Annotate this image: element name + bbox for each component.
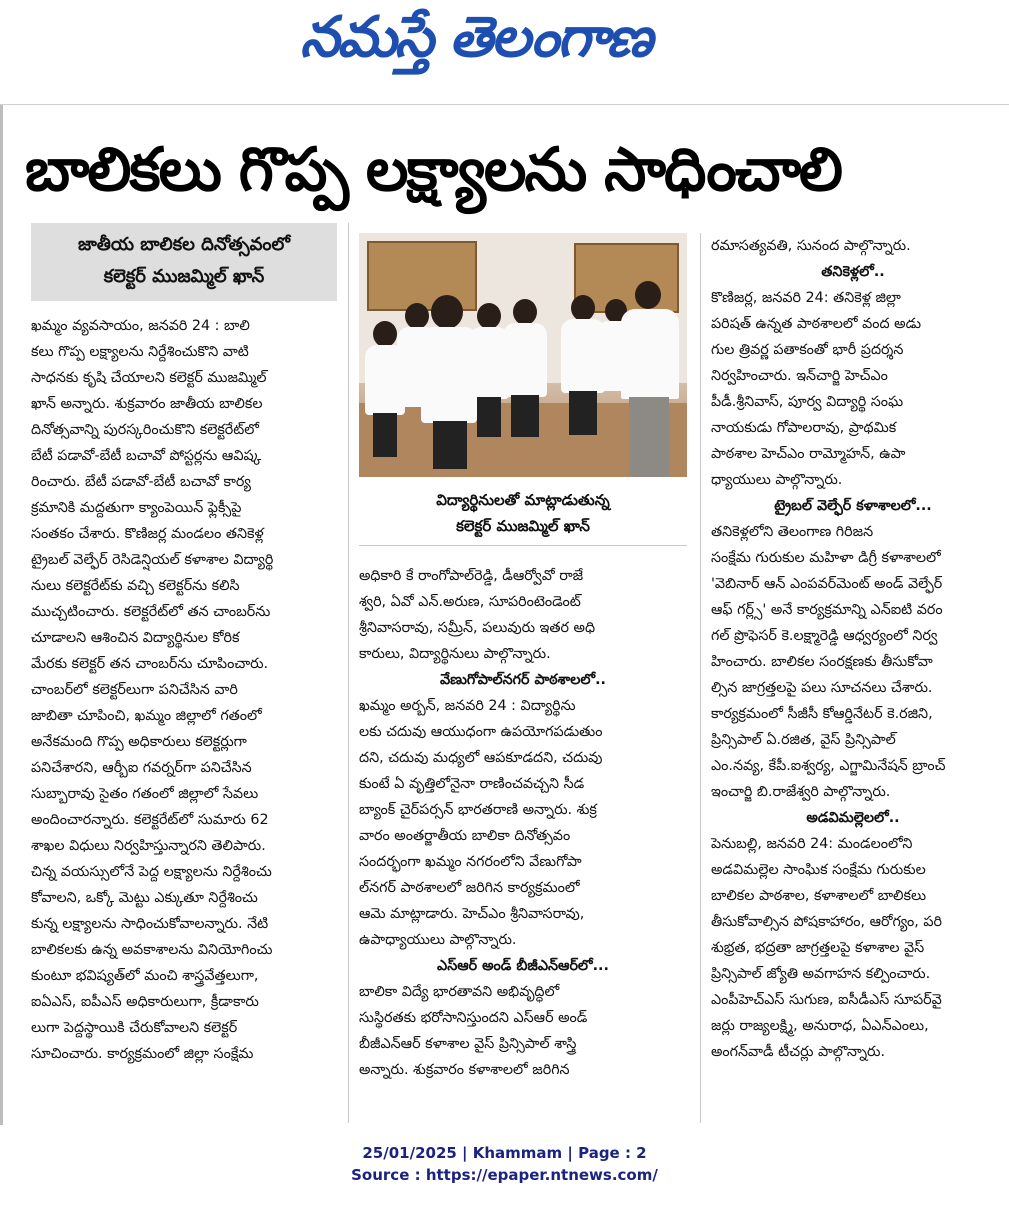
body-line: అందించారన్నారు. కలెక్టరేట్‌లో సుమారు 62 [31, 812, 269, 828]
photo-student-head [477, 303, 501, 329]
body-line: హించారు. బాలికల సంరక్షణకు తీసుకోవా [711, 654, 933, 670]
body-line: చాంబర్‌లో కలెక్టర్‌లుగా పనిచేసిన వారి [31, 682, 238, 698]
body-line: ఇంచార్జి బి.రాజేశ్వరి పాల్గొన్నారు. [711, 784, 891, 800]
body-line: బ్యాంక్ చైర్‌పర్సన్ భారతరాణి అన్నారు. శుక్ర [359, 802, 597, 818]
body-line: కారులు, విద్యార్థినులు పాల్గొన్నారు. [359, 646, 551, 662]
body-line: అడవిమల్లెల సాంఘిక సంక్షేమ గురుకుల [711, 862, 926, 878]
article [0, 105, 1009, 1125]
photo-caption [359, 487, 687, 539]
body-line: ఖమ్మం అర్బన్, జనవరి 24 : విద్యార్థిను [359, 698, 576, 714]
photo-honour-board-left [367, 241, 477, 311]
body-line: పీడీ.శ్రీనివాస్, పూర్వ విద్యార్థి సంఘ [711, 394, 904, 410]
photo-student-pants [511, 395, 539, 437]
body-line: ట్రైబల్ వెల్ఫేర్ రెసిడెన్షియల్ కళాశాల విద్యార్థి [31, 552, 274, 568]
body-line: కోవాలని, ఒక్కో మెట్టు ఎక్కుతూ నిర్దేశించు [31, 890, 258, 906]
body-line: దినోత్సవాన్ని పురస్కరించుకొని కలెక్టరేట్‌లో [31, 422, 260, 438]
body-line: ఎంపీహెచ్ఎస్ సుగుణ, ఐసీడీఎస్ సూపర్‌వై [711, 992, 942, 1008]
subhead-line-1: జాతీయ బాలికల దినోత్సవంలో [77, 234, 291, 255]
section-heading: అడవిమల్లెలలో.. [806, 810, 900, 826]
page-footer [0, 1142, 1009, 1186]
body-line: లుగా పెద్దస్థాయికి చేరుకోవాలని కలెక్టర్ [31, 1020, 238, 1036]
body-line: అంగన్‌వాడీ టీచర్లు పాల్గొన్నారు. [711, 1044, 885, 1060]
body-line: ఐఏఎస్, ఐపీఎస్ అధికారులుగా, క్రీడాకారు [31, 994, 259, 1010]
body-line: శాఖల విధులు నిర్వహిస్తున్నారని తెలిపారు. [31, 838, 266, 854]
body-line: కలు గొప్ప లక్ష్యాలను నిర్దేశించుకొని వాటి [31, 344, 249, 360]
footer-date-edition: 25/01/2025 | Khammam | Page : 2 [362, 1144, 647, 1162]
caption-line-2: కలెక్టర్ ముజమ్మిల్ ఖాన్ [456, 517, 590, 535]
body-line: అనేకమంది గొప్ప అధికారులు కలెక్టర్లుగా [31, 734, 247, 750]
section-heading: తనికెళ్లలో.. [821, 264, 885, 280]
body-line: మేరకు కలెక్టర్ తన చాంబర్‌ను చూపించారు. [31, 656, 269, 672]
body-line: కుంటే ఏ వృత్తిలోనైనా రాణించవచ్చని సీడ [359, 776, 585, 792]
body-line: ముచ్చటించారు. కలెక్టరేట్‌లో తన చాంబర్‌ను [31, 604, 271, 620]
body-line: సూచించారు. కార్యక్రమంలో జిల్లా సంక్షేమ [31, 1046, 254, 1062]
body-line: ఉపాధ్యాయులు పాల్గొన్నారు. [359, 932, 517, 948]
body-line: ఎం.నవ్య, కేపీ.ఐశ్వర్య, ఎగ్జామినేషన్ బ్రాంచ్ [711, 758, 946, 774]
photo-student-pants [569, 391, 597, 435]
body-line: చూడాలని ఆశించిన విద్యార్థినుల కోరిక [31, 630, 240, 646]
photo-student-pants [477, 397, 501, 437]
caption-divider [359, 545, 687, 546]
masthead [0, 0, 1009, 105]
photo-collector-head [635, 281, 661, 309]
body-line: సాధనకు కృషి చేయాలని కలెక్టర్ ముజమ్మిల్ [31, 370, 267, 386]
body-line: సుస్థిరతకు భరోసానిస్తుందని ఎస్ఆర్ అండ్ [359, 1010, 588, 1026]
column-1 [31, 313, 337, 1067]
body-line: అన్నారు. శుక్రవారం కళాశాలలో జరిగిన [359, 1062, 570, 1078]
body-line: గుల త్రివర్ణ పతాకంతో భారీ ప్రదర్శన [711, 342, 904, 358]
section-heading: ట్రైబల్ వెల్ఫేర్ కళాశాలలో... [774, 498, 932, 514]
body-line: సంతకం చేశారు. కొణిజర్ల మండలం తనికెళ్ల [31, 526, 264, 542]
body-line: నాయకుడు గోపాలరావు, ప్రాథమిక [711, 420, 897, 436]
body-line: క్రమానికి మద్దతుగా క్యాంపెయిన్ ఫ్లెక్సీపై [31, 500, 242, 516]
body-line: ఖమ్మం వ్యవసాయం, జనవరి 24 : బాలి [31, 318, 250, 334]
newspaper-logo: నమస్తే తెలంగాణ [300, 4, 651, 70]
body-line: రమాసత్యవతి, సునంద పాల్గొన్నారు. [711, 238, 911, 254]
body-line: ఆఫ్ గర్ల్స్' అనే కార్యక్రమాన్ని ఎన్ఐటి వరం [711, 602, 943, 618]
body-line: గల్ ప్రొఫెసర్ కె.లక్ష్మారెడ్డి ఆధ్వర్యంలో నిర్వ [711, 628, 938, 644]
body-line: జాబితా చూపించి, ఖమ్మం జిల్లాలో గతంలో [31, 708, 262, 724]
body-line: ల్సిన జాగ్రత్తలపై పలు సూచనలు చేశారు. [711, 680, 933, 696]
caption-line-1: విద్యార్థినులతో మాట్లాడుతున్న [436, 491, 610, 509]
body-line: పరిషత్ ఉన్నత పాఠశాలలో వంద అడు [711, 316, 922, 332]
subhead-box [31, 223, 337, 301]
photo-student-pants [433, 421, 467, 469]
photo-student [503, 323, 547, 397]
body-line: కున్న లక్ష్యాలను సాధించుకోవాలన్నారు. నేటి [31, 916, 269, 932]
body-line: బాలికలకు ఉన్న అవకాశాలను వినియోగించు [31, 942, 273, 958]
body-line: శ్రీనివాసరావు, సమ్రీన్, పలువురు ఇతర అధి [359, 620, 596, 636]
body-line: పెనుబల్లి, జనవరి 24: మండలంలోని [711, 836, 913, 852]
body-line: నులు కలెక్టరేట్‌కు వచ్చి కలెక్టర్‌ను కలిసి [31, 578, 240, 594]
photo-student-head [513, 299, 537, 325]
body-line: బీజీఎన్ఆర్ కళాశాల వైస్ ప్రిన్సిపాల్ శాస్త్రి [359, 1036, 577, 1052]
headline: బాలికలు గొప్ప లక్ష్యాలను సాధించాలి [25, 135, 841, 205]
body-line: శ్వరి, ఏవో ఎన్.అరుణ, సూపరింటెండెంట్ [359, 594, 581, 610]
body-line: ఆమె మాట్లాడారు. హెచ్ఎం శ్రీనివాసరావు, [359, 906, 585, 922]
body-line: ప్రిన్సిపాల్ ఏ.రజిత, వైస్ ప్రిన్సిపాల్ [711, 732, 896, 748]
body-line: శుభ్రత, భద్రతా జాగ్రత్తలపై కళాశాల వైస్ [711, 940, 925, 956]
column-2 [359, 563, 687, 1083]
body-line: దని, చదువు మధ్యలో ఆపకూడదని, చదువు [359, 750, 603, 766]
column-3 [711, 233, 995, 1065]
body-line: ల్‌నగర్ పాఠశాలలో జరిగిన కార్యక్రమంలో [359, 880, 580, 896]
photo-collector [621, 309, 679, 399]
body-line: సంక్షేమ గురుకుల మహిళా డిగ్రీ కళాశాలలో [711, 550, 941, 566]
photo-student-head [571, 295, 595, 321]
body-line: కొణిజర్ల, జనవరి 24: తనికెళ్ల జిల్లా [711, 290, 901, 306]
footer-source[interactable]: Source : https://epaper.ntnews.com/ [351, 1166, 658, 1184]
body-line: లకు చదువు ఆయుధంగా ఉపయోగపడుతుం [359, 724, 603, 740]
photo-student-head [431, 295, 463, 329]
body-line: బాలికా విద్యే భారతావని అభివృద్ధిలో [359, 984, 560, 1000]
column-divider [700, 233, 701, 1123]
body-line: తీసుకోవాల్సిన పోషకాహారం, ఆరోగ్యం, పరి [711, 914, 942, 930]
body-line: రించారు. బేటీ పడావో-బేటీ బచావో కార్య [31, 474, 251, 490]
body-line: అధికారి కే రాంగోపాల్‌రెడ్డి, డీఆర్వోవో రాజే [359, 568, 584, 584]
body-line: పనిచేశారని, ఆర్బీఐ గవర్నర్‌గా పనిచేసిన [31, 760, 252, 776]
body-line: ప్రిన్సిపాల్ జ్యోతి అవగాహన కల్పించారు. [711, 966, 931, 982]
photo-student-head [405, 303, 429, 329]
photo-student-pants [373, 413, 397, 457]
body-line: బేటీ పడావో-బేటీ బచావో పోస్టర్లను ఆవిష్క [31, 448, 262, 464]
section-heading: ఎస్ఆర్ అండ్ బీజీఎన్ఆర్‌లో... [437, 958, 609, 974]
body-line: జర్లు రాజ్యలక్ష్మి, అనురాధ, ఏఎన్ఎంలు, [711, 1018, 929, 1034]
body-line: కార్యక్రమంలో సీజీసీ కోఆర్డినేటర్ కె.రజిని, [711, 706, 933, 722]
article-photo [359, 233, 687, 477]
photo-collector-pants [629, 397, 669, 477]
body-line: ఖాన్ అన్నారు. శుక్రవారం జాతీయ బాలికల [31, 396, 263, 412]
body-line: వారం అంతర్జాతీయ బాలికా దినోత్సవం [359, 828, 571, 844]
subhead-line-2: కలెక్టర్ ముజమ్మిల్ ఖాన్ [103, 266, 265, 287]
body-line: నిర్వహించారు. ఇన్‌చార్జి హెచ్ఎం [711, 368, 888, 384]
body-line: చిన్న వయస్సులోనే పెద్ద లక్ష్యాలను నిర్దేశించు [31, 864, 272, 880]
body-line: 'వెబినార్ ఆన్ ఎంపవర్‌మెంట్ అండ్ వెల్ఫేర్ [711, 576, 943, 592]
column-divider [348, 223, 349, 1123]
body-line: ధ్యాయులు పాల్గొన్నారు. [711, 472, 843, 488]
section-heading: వేణుగోపాల్‌నగర్ పాఠశాలలో.. [440, 672, 606, 688]
body-line: సందర్భంగా ఖమ్మం నగరంలోని వేణుగోపా [359, 854, 582, 870]
body-line: తనికెళ్లలోని తెలంగాణ గిరిజన [711, 524, 874, 540]
body-line: బాలికల పాఠశాల, కళాశాలలో బాలికలు [711, 888, 927, 904]
body-line: సుబ్బారావు సైతం గతంలో జిల్లాలో సేవలు [31, 786, 259, 802]
photo-student-head [373, 321, 397, 347]
body-line: పాఠశాల హెచ్ఎం రామ్మోహన్, ఉపా [711, 446, 906, 462]
body-line: కుంటూ భవిష్యత్‌లో మంచి శాస్త్రవేత్తలుగా, [31, 968, 259, 984]
